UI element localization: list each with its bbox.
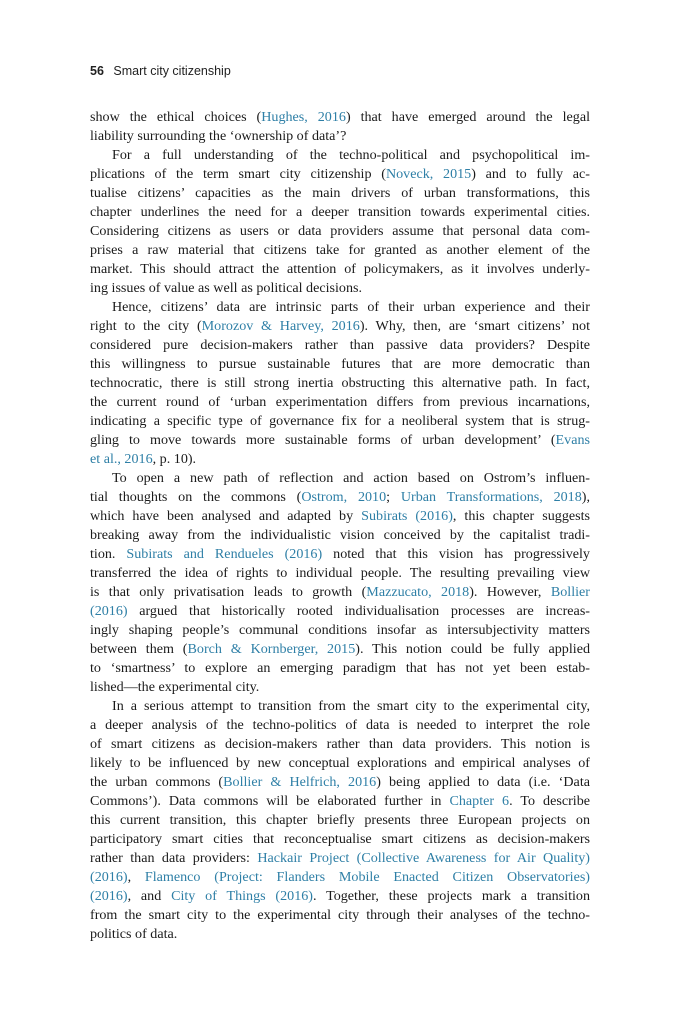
citation-link[interactable]: Mazzucato, 2018	[366, 584, 470, 600]
text-line	[90, 507, 590, 526]
text-line	[90, 298, 590, 317]
text-segment: ing issues of value as well as political decisions.	[90, 280, 363, 296]
citation-link[interactable]: Hughes, 2016	[261, 109, 346, 125]
text-segment: ;	[386, 489, 401, 505]
text-segment: ingly shaping people’s communal conditions insofar as intersubjectivity matters	[90, 622, 590, 638]
text-segment: show the ethical choices (	[90, 109, 262, 125]
text-segment: to ‘smartness’ to explore an emerging paradigm that has not yet been estab-	[90, 660, 590, 676]
citation-link[interactable]: Chapter 6	[449, 793, 510, 809]
text-segment: politics of data.	[90, 926, 178, 942]
text-line	[90, 849, 590, 868]
text-segment: For a full understanding of the techno-political and psychopolitical im-	[112, 147, 590, 163]
text-line	[90, 393, 590, 412]
text-segment: ,	[127, 869, 145, 885]
text-line	[90, 222, 590, 241]
text-segment: right to the city (	[90, 318, 202, 334]
text-segment: which have been analysed and adapted by	[90, 508, 362, 524]
text-line	[90, 602, 590, 621]
text-segment: , p. 10).	[152, 451, 197, 467]
text-segment: ) that have emerged around the legal	[345, 109, 590, 125]
text-segment: Considering citizens as users or data providers assume that personal data com-	[90, 223, 590, 239]
text-line	[90, 716, 590, 735]
text-line	[90, 203, 590, 222]
text-segment: ). This notion could be fully applied	[355, 641, 590, 657]
text-segment: In a serious attempt to transition from the smart city to the experimental city,	[112, 698, 590, 714]
text-segment: liability surrounding the ‘ownership of data’?	[90, 128, 347, 144]
text-segment: plications of the term smart city citizenship (	[90, 166, 386, 182]
text-segment: is that only privatisation leads to growth (	[90, 584, 367, 600]
text-line	[90, 773, 590, 792]
text-segment: , this chapter suggests	[452, 508, 590, 524]
citation-link[interactable]: (2016)	[90, 869, 128, 885]
text-segment: tualise citizens’ capacities as the main drivers of urban transformations, this	[90, 185, 590, 201]
text-line	[90, 754, 590, 773]
text-segment: ) and to fully ac-	[471, 166, 590, 182]
text-segment: gling to move towards more sustainable forms of urban development’ (	[90, 432, 556, 448]
running-head	[90, 64, 231, 78]
page-number: 56	[90, 64, 104, 78]
text-segment: the urban commons (	[90, 774, 224, 790]
text-line	[90, 412, 590, 431]
text-segment: noted that this vision has progressively	[322, 546, 590, 562]
citation-link[interactable]: (2016)	[90, 888, 128, 904]
citation-link[interactable]: Morozov & Harvey, 2016	[201, 318, 360, 334]
text-segment: . Together, these projects mark a transition	[313, 888, 590, 904]
text-line	[90, 450, 590, 469]
citation-link[interactable]: Evans	[555, 432, 590, 448]
text-line	[90, 146, 590, 165]
text-line	[90, 355, 590, 374]
citation-link[interactable]: Subirats (2016)	[361, 508, 453, 524]
text-segment: market. This should attract the attention of policymakers, as it involves underly-	[90, 261, 590, 277]
text-segment: lished—the experimental city.	[90, 679, 260, 695]
text-segment: a deeper analysis of the techno-politics of data is needed to interpret the role	[90, 717, 590, 733]
text-segment: chapter underlines the need for a deeper transition towards experimental cities.	[90, 204, 590, 220]
text-line	[90, 279, 590, 298]
text-segment: participatory smart cities that reconceptualise smart citizens as decision-makers	[90, 831, 590, 847]
citation-link[interactable]: Bollier	[550, 584, 590, 600]
text-segment: rather than data providers:	[90, 850, 258, 866]
text-segment: indicating a specific type of governance fix for a neoliberal system that is strug-	[90, 413, 590, 429]
citation-link[interactable]: Hackair Project (Collective Awareness for Air Quality)	[257, 850, 590, 866]
text-line	[90, 108, 590, 127]
running-title: Smart city citizenship	[113, 64, 231, 78]
text-line	[90, 830, 590, 849]
citation-link[interactable]: Subirats and Rendueles (2016)	[126, 546, 323, 562]
citation-link[interactable]: Urban Transformations, 2018	[400, 489, 582, 505]
text-line	[90, 526, 590, 545]
text-line	[90, 678, 590, 697]
citation-link[interactable]: Ostrom, 2010	[301, 489, 387, 505]
citation-link[interactable]: Borch & Kornberger, 2015	[187, 641, 356, 657]
text-line	[90, 431, 590, 450]
text-segment: ),	[581, 489, 590, 505]
citation-link[interactable]: Noveck, 2015	[385, 166, 472, 182]
text-segment: technocratic, there is still strong inertia obstructing this alternative path. In fact,	[90, 375, 590, 391]
text-segment: of smart citizens as decision-makers rather than data providers. This notion is	[90, 736, 590, 752]
text-line	[90, 469, 590, 488]
text-segment: ). However,	[469, 584, 551, 600]
text-segment: likely to be influenced by new conceptual explorations and empirical analyses of	[90, 755, 590, 771]
text-segment: the current round of ‘urban experimentation differs from previous incarnations,	[90, 394, 590, 410]
text-line	[90, 868, 590, 887]
text-segment: this current transition, this chapter briefly presents three European projects on	[90, 812, 590, 828]
citation-link[interactable]: (2016)	[90, 603, 128, 619]
text-segment: . To describe	[509, 793, 590, 809]
text-segment: ). Why, then, are ‘smart citizens’ not	[359, 318, 590, 334]
text-line	[90, 906, 590, 925]
text-line	[90, 374, 590, 393]
text-line	[90, 241, 590, 260]
text-segment: tial thoughts on the commons (	[90, 489, 302, 505]
body-text	[90, 108, 590, 944]
text-segment: from the smart city to the experimental city through their analyses of the techno-	[90, 907, 590, 923]
citation-link[interactable]: City of Things (2016)	[171, 888, 313, 904]
text-segment: between them (	[90, 641, 188, 657]
text-line	[90, 887, 590, 906]
text-segment: considered pure decision-makers rather than passive data providers? Despite	[90, 337, 590, 353]
text-line	[90, 659, 590, 678]
text-segment: argued that historically rooted individualisation processes are increas-	[127, 603, 590, 619]
text-segment: Commons’). Data commons will be elaborated further in	[90, 793, 450, 809]
text-line	[90, 640, 590, 659]
text-line	[90, 488, 590, 507]
text-line	[90, 165, 590, 184]
text-line	[90, 317, 590, 336]
text-line	[90, 184, 590, 203]
citation-link[interactable]: et al., 2016	[90, 451, 153, 467]
text-segment: tion.	[90, 546, 127, 562]
text-line	[90, 735, 590, 754]
text-line	[90, 260, 590, 279]
text-line	[90, 583, 590, 602]
citation-link[interactable]: Bollier & Helfrich, 2016	[223, 774, 377, 790]
citation-link[interactable]: Flamenco (Project: Flanders Mobile Enacted Citizen Observatories)	[144, 869, 590, 885]
text-line	[90, 621, 590, 640]
text-line	[90, 792, 590, 811]
text-segment: prises a raw material that citizens take for granted as another element of the	[90, 242, 590, 258]
text-line	[90, 925, 590, 944]
text-line	[90, 697, 590, 716]
text-segment: Hence, citizens’ data are intrinsic parts of their urban experience and their	[112, 299, 590, 315]
text-line	[90, 336, 590, 355]
text-line	[90, 545, 590, 564]
text-line	[90, 811, 590, 830]
text-segment: To open a new path of reflection and action based on Ostrom’s influen-	[112, 470, 590, 486]
text-segment: breaking away from the individualistic vision conceived by the capitalist tradi-	[90, 527, 590, 543]
text-line	[90, 127, 590, 146]
text-segment: this willingness to pursue sustainable futures that are more democratic than	[90, 356, 590, 372]
text-segment: , and	[127, 888, 172, 904]
text-line	[90, 564, 590, 583]
text-segment: transferred the idea of rights to individual people. The resulting prevailing view	[90, 565, 590, 581]
text-segment: ) being applied to data (i.e. ‘Data	[376, 774, 590, 790]
